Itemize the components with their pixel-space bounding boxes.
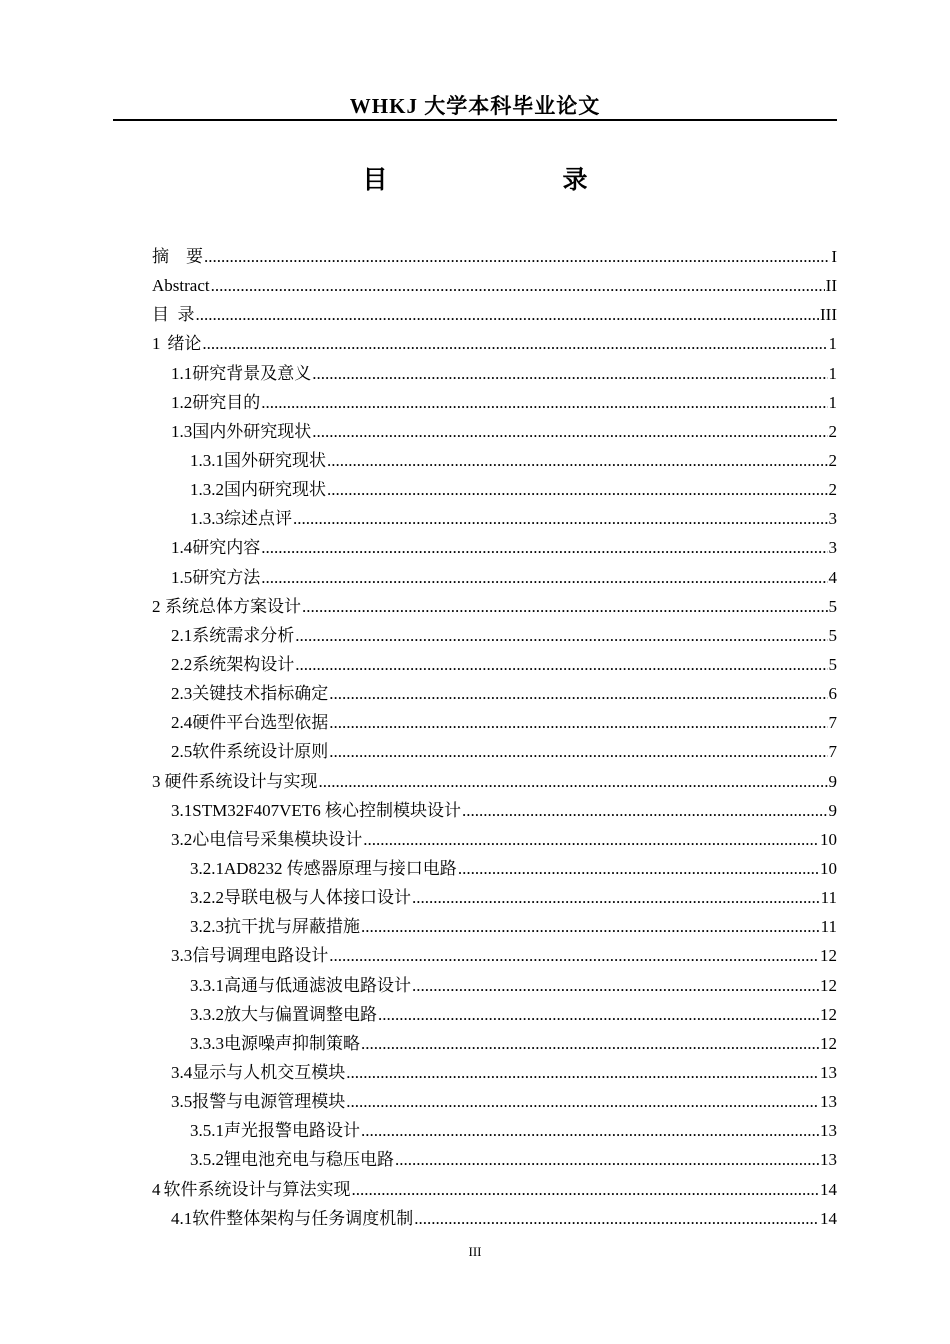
toc-entry-number: 3.3 [171,946,193,966]
toc-entry-number: 3.5.1 [190,1121,224,1141]
toc-entry[interactable] [152,650,837,679]
toc-entry-label: 显示与人机交互模块 [192,1062,346,1082]
toc-entry-page: 11 [820,888,837,908]
dot-leader [346,1058,819,1087]
toc-entry-label: 硬件平台选型依据 [192,713,329,733]
dot-leader [327,475,828,504]
toc-title: 目 录 [362,167,618,194]
toc-entry-number: 1.3.1 [190,450,224,470]
toc-entry[interactable] [152,767,837,796]
toc-entry[interactable] [152,475,837,504]
dot-leader [329,941,819,970]
toc-entry-page: I [831,247,837,266]
toc-entry[interactable] [152,883,837,912]
toc-entry-page: 11 [820,917,837,937]
dot-leader [202,329,827,358]
toc-entry-page: 4 [828,567,837,587]
toc-entry[interactable] [152,825,837,854]
toc-entry-page: 10 [820,829,837,849]
toc-entry-label: 硬件系统设计与实现 [164,771,318,791]
toc-entry-number: 3.5 [171,1092,193,1112]
toc-entry-page: 2 [828,450,837,470]
toc-entry[interactable] [152,329,837,358]
toc-entry-label: 锂电池充电与稳压电路 [224,1150,394,1170]
toc-entry-page: II [825,276,837,296]
toc-entry-page: 7 [828,742,837,762]
toc-entry-number: 1.2 [171,392,193,412]
toc-entry-label: 抗干扰与屏蔽措施 [224,917,360,937]
toc-entry-number: 1.3.3 [190,509,224,529]
toc-entry[interactable] [152,300,837,329]
dot-leader [458,854,819,883]
toc-entry[interactable] [152,592,837,621]
dot-leader [363,825,819,854]
toc-entry-number: 1 [152,334,161,354]
toc-entry-page: 2 [828,421,837,441]
dot-leader [352,1175,819,1204]
toc-entry-label: 高通与低通滤波电路设计 [224,975,411,995]
toc-entry-page: 13 [820,1092,837,1112]
toc-entry-number: 1.3.2 [190,480,224,500]
toc-entry-number: 2.5 [171,742,193,762]
dot-leader [261,533,827,562]
toc-entry-label: 国内外研究现状 [192,421,312,441]
toc-entry-label: STM32F407VET6 核心控制模块设计 [192,800,461,820]
toc-entry-label: 系统总体方案设计 [164,596,301,616]
dot-leader [361,1029,819,1058]
toc-entry[interactable] [152,271,837,300]
dot-leader [329,737,827,766]
dot-leader [395,1145,819,1174]
toc-entry[interactable] [152,912,837,941]
toc-entry-label: 软件系统设计与算法实现 [163,1179,351,1199]
toc-entry-number: 2 [152,596,161,616]
toc-entry-label: 国内研究现状 [224,480,326,500]
toc-entry-number: 4.1 [171,1208,193,1228]
toc-entry-page: 1 [828,363,837,383]
toc-entry[interactable] [152,1058,837,1087]
toc-entry[interactable] [152,533,837,562]
toc-entry[interactable] [152,417,837,446]
dot-leader [261,388,827,417]
toc-entry-label: 目 录 [152,305,195,325]
toc-entry-page: 1 [828,392,837,412]
toc-entry-number: 2.2 [171,654,193,674]
toc-entry-number: 3 [152,771,161,791]
toc-entry-number: 3.2.1 [190,858,224,878]
toc-entry-page: 2 [828,480,837,500]
toc-entry[interactable] [152,504,837,533]
toc-entry-page: 9 [828,771,837,791]
toc-entry-label: 信号调理电路设计 [192,946,329,966]
toc-entry[interactable] [152,679,837,708]
toc-entry-label: 研究目的 [192,392,261,412]
toc-entry-page: 13 [820,1150,837,1170]
toc-entry-label: 报警与电源管理模块 [192,1092,346,1112]
toc-entry-number: 3.3.3 [190,1033,224,1053]
toc-entry[interactable] [152,971,837,1000]
toc-entry-page: 9 [828,800,837,820]
toc-entry-page: 5 [828,625,837,645]
dot-leader [261,563,827,592]
toc-entry-number: 3.2 [171,829,193,849]
toc-entry-number: 2.3 [171,684,193,704]
toc-entry-page: 5 [828,596,837,616]
toc-entry-number: 3.1 [171,800,193,820]
toc-entry-page: III [820,305,837,325]
toc-entry[interactable] [152,941,837,970]
header-rule [113,119,837,121]
toc-entry-label: 摘 要 [152,247,203,266]
toc-entry[interactable] [152,737,837,766]
toc-entry-page: 6 [828,684,837,704]
toc-entry-label: 关键技术指标确定 [192,684,329,704]
toc-entry-label: 绪论 [167,334,202,354]
toc-entry[interactable] [152,1029,837,1058]
toc-entry-page: 14 [820,1208,837,1228]
toc-entry[interactable] [152,1000,837,1029]
dot-leader [211,271,825,300]
toc-entry-page: 12 [820,1033,837,1053]
toc-entry-label: 研究方法 [192,567,261,587]
toc-entry-page: 14 [820,1179,837,1199]
toc-entry-number: 1.5 [171,567,193,587]
toc-entry[interactable] [152,446,837,475]
toc-entry-label: 综述点评 [224,509,292,529]
dot-leader [295,650,827,679]
page-number: III [468,1244,482,1259]
dot-leader [327,446,828,475]
toc-entry-label: 心电信号采集模块设计 [192,829,363,849]
toc-entry-label: 声光报警电路设计 [224,1121,360,1141]
toc-entry-label: 软件系统设计原则 [192,742,329,762]
toc-entry-number: 4 [152,1179,161,1199]
toc-entry-label: 国外研究现状 [224,450,326,470]
dot-leader [196,300,820,329]
toc-entry-number: 3.4 [171,1062,193,1082]
dot-leader [414,1204,819,1233]
toc-entry-number: 2.4 [171,713,193,733]
toc-entry-number: 1.3 [171,421,193,441]
dot-leader [361,1116,819,1145]
toc-entry-number: 3.2.2 [190,888,224,908]
dot-leader [329,679,827,708]
toc-entry[interactable] [152,796,837,825]
toc-entry-page: 12 [820,975,837,995]
toc-entry-page: 5 [828,654,837,674]
dot-leader [312,417,827,446]
dot-leader [412,971,819,1000]
toc-entry-page: 3 [828,509,837,529]
toc-entry-number: 2.1 [171,625,193,645]
dot-leader [412,883,820,912]
toc-entry[interactable] [152,621,837,650]
dot-leader [293,504,828,533]
toc-entry-label: 导联电极与人体接口设计 [224,888,411,908]
toc-entry-label: 电源噪声抑制策略 [224,1033,360,1053]
toc-entry[interactable] [152,1087,837,1116]
toc-entry[interactable] [152,1116,837,1145]
toc-entry[interactable] [152,359,837,388]
dot-leader [312,359,827,388]
toc-entry-page: 1 [828,334,837,354]
toc-entry-label: 放大与偏置调整电路 [224,1004,377,1024]
toc-entry[interactable] [152,563,837,592]
toc-entry[interactable] [152,854,837,883]
toc-entry[interactable] [152,1175,837,1204]
toc-entry-page: 3 [828,538,837,558]
dot-leader [204,242,830,271]
toc-entry-label: 研究背景及意义 [192,363,312,383]
toc-entry-label: 系统需求分析 [192,625,295,645]
toc-entry-label: 系统架构设计 [192,654,295,674]
toc-entry-number: 3.3.2 [190,1004,224,1024]
toc-entry-page: 13 [820,1062,837,1082]
dot-leader [302,592,828,621]
toc-entry-label: AD8232 传感器原理与接口电路 [224,858,457,878]
dot-leader [329,708,827,737]
toc-entry[interactable] [152,242,837,271]
toc-entry[interactable] [152,708,837,737]
page-header-title: WHKJ 大学本科毕业论文 [349,94,601,118]
toc-entry-page: 10 [820,858,837,878]
toc-entry-label: 软件整体架构与任务调度机制 [192,1208,414,1228]
toc-entry[interactable] [152,1145,837,1174]
toc-entry-label: 研究内容 [192,538,261,558]
dot-leader [462,796,828,825]
toc-entry-page: 13 [820,1121,837,1141]
toc-entry-label: Abstract [152,276,210,296]
dot-leader [361,912,820,941]
toc-entry-page: 7 [828,713,837,733]
toc-entry-page: 12 [820,946,837,966]
dot-leader [319,767,828,796]
toc-entry[interactable] [152,1204,837,1233]
toc-entry-number: 3.3.1 [190,975,224,995]
dot-leader [346,1087,819,1116]
toc-entry-number: 3.2.3 [190,917,224,937]
table-of-contents [152,242,837,1233]
dot-leader [378,1000,819,1029]
toc-entry-number: 1.1 [171,363,193,383]
toc-entry[interactable] [152,388,837,417]
toc-entry-number: 3.5.2 [190,1150,224,1170]
toc-entry-number: 1.4 [171,538,193,558]
toc-entry-page: 12 [820,1004,837,1024]
dot-leader [295,621,827,650]
